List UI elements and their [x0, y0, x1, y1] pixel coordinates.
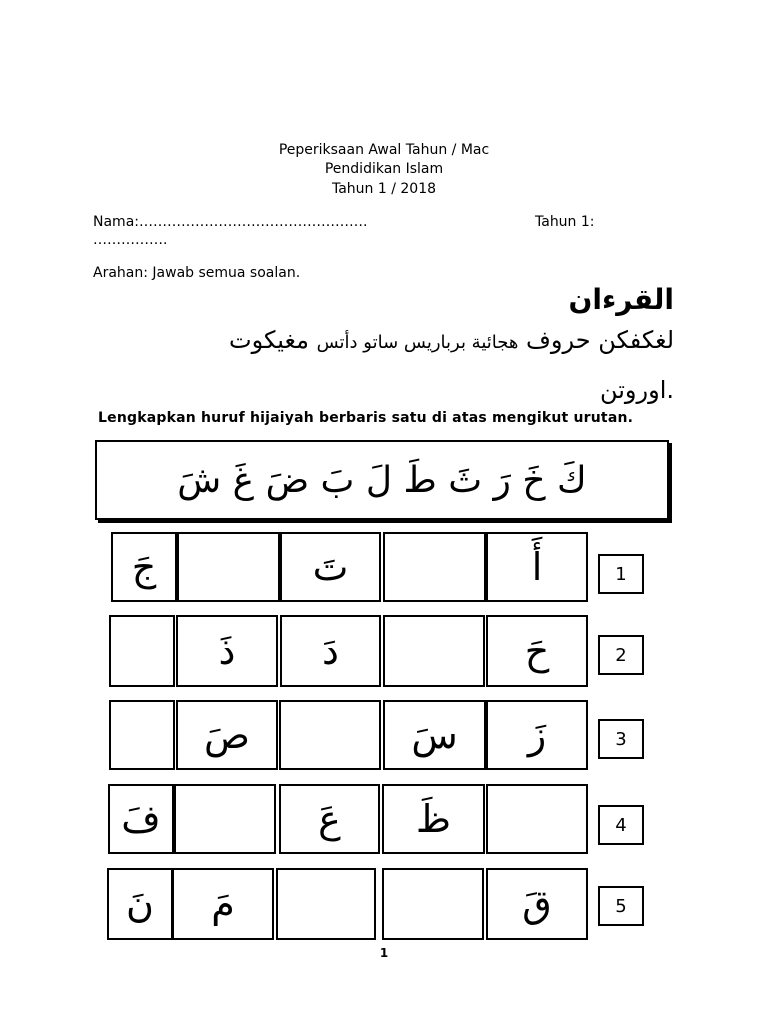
letter-cell: قَ: [486, 868, 588, 940]
letter-cell: مَ: [172, 868, 274, 940]
answer-blank[interactable]: [177, 532, 280, 602]
letter-cell: صَ: [176, 700, 278, 770]
answer-blank[interactable]: [486, 784, 588, 854]
class-field-label[interactable]: Tahun 1:: [535, 214, 595, 230]
instructions-general: Arahan: Jawab semua soalan.: [93, 265, 301, 281]
answer-blank[interactable]: [276, 868, 376, 940]
letter-cell: حَ: [486, 615, 588, 687]
instruction-arabic-part1: لغكفكن حروف: [526, 326, 674, 354]
letter-cell: تَ: [280, 532, 381, 602]
question-number: 3: [598, 719, 644, 759]
letter-cell: جَ: [111, 532, 177, 602]
letter-cell: عَ: [279, 784, 380, 854]
letter-cell: فَ: [108, 784, 174, 854]
answer-blank[interactable]: [382, 868, 484, 940]
answer-blank[interactable]: [279, 700, 381, 770]
letter-cell: سَ: [383, 700, 486, 770]
answer-blank[interactable]: [109, 615, 175, 687]
question-number: 5: [598, 886, 644, 926]
question-number: 4: [598, 805, 644, 845]
section-title: القرءان: [568, 283, 674, 316]
instruction-arabic-line1: [229, 322, 674, 361]
answer-blank[interactable]: [383, 615, 485, 687]
question-number: 1: [598, 554, 644, 594]
instruction-arabic-line2: .اوروتن: [599, 376, 674, 404]
letter-cell: نَ: [107, 868, 173, 940]
page-number: 1: [379, 946, 389, 960]
name-field[interactable]: Nama:………………………………………….: [93, 214, 368, 230]
answer-blank[interactable]: [109, 700, 175, 770]
subject-title: Pendidikan Islam: [324, 161, 444, 177]
answer-blank[interactable]: [383, 532, 486, 602]
letter-cell: ذَ: [176, 615, 278, 687]
instruction-english: Lengkapkan huruf hijaiyah berbaris satu di atas mengikut urutan.: [98, 410, 634, 426]
exam-title: Peperiksaan Awal Tahun / Mac: [278, 142, 490, 158]
question-number: 2: [598, 635, 644, 675]
answer-blank[interactable]: [174, 784, 276, 854]
instruction-arabic-part2: هجائية برباريس ساتو دأتس: [316, 332, 519, 353]
letter-cell: زَ: [486, 700, 588, 770]
reference-letters-box: كَ خَ رَ ثَ طَ لَ بَ ضَ غَ شَ: [95, 440, 669, 520]
letter-cell: أَ: [486, 532, 588, 602]
year-title: Tahun 1 / 2018: [331, 181, 437, 197]
letter-cell: دَ: [280, 615, 381, 687]
class-field-dots[interactable]: …………….: [93, 232, 168, 248]
letter-cell: ظَ: [382, 784, 485, 854]
instruction-arabic-part3: مغيكوت: [229, 326, 309, 354]
